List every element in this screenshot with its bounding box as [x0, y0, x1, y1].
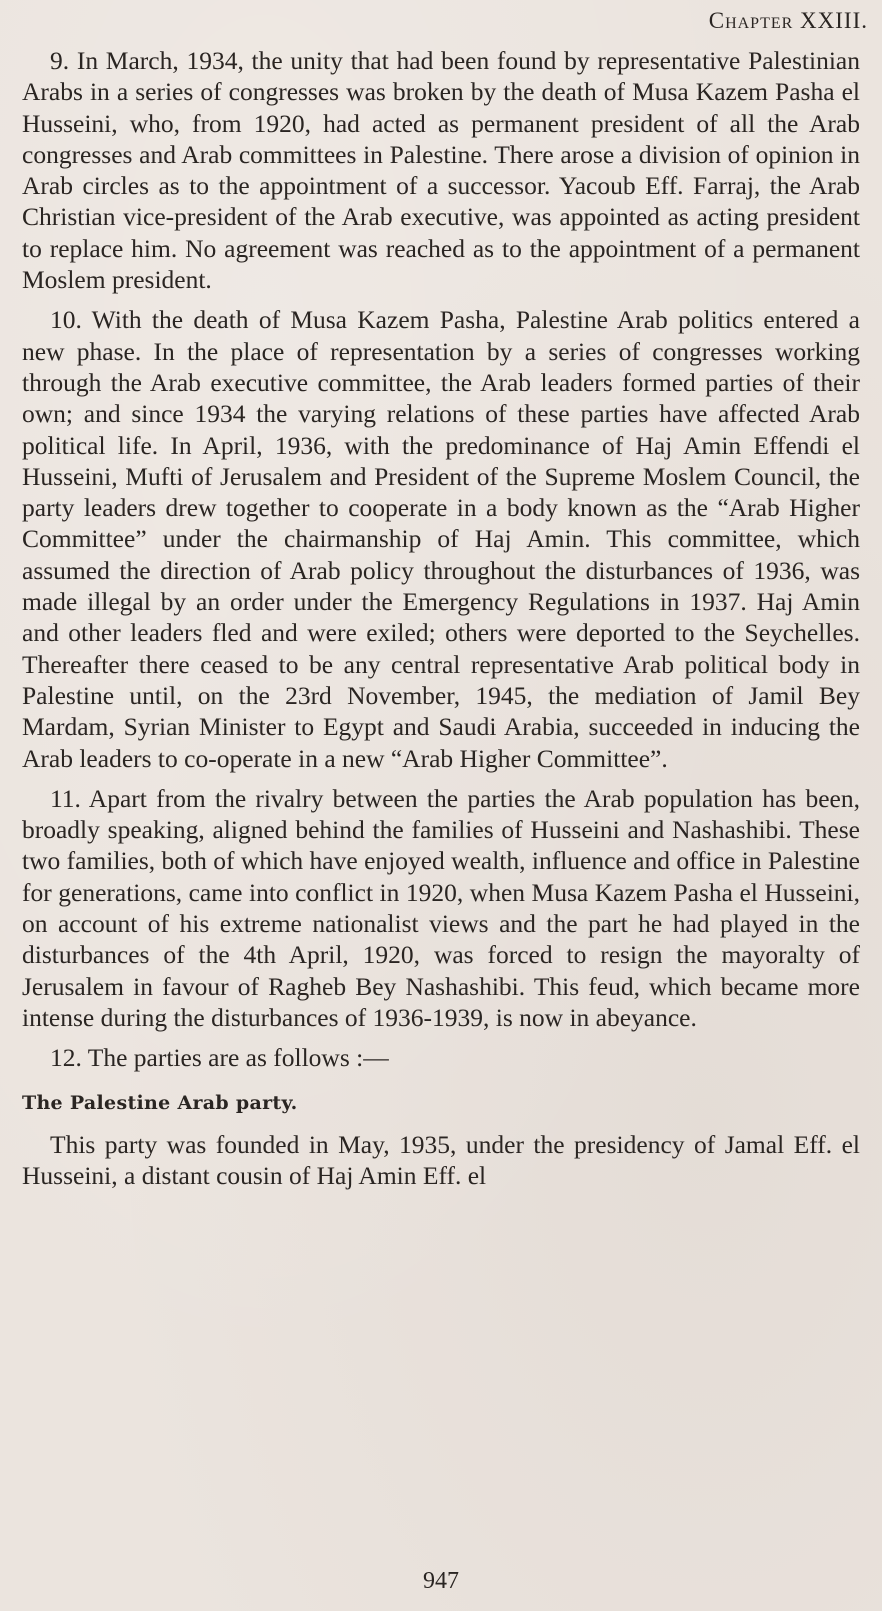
- paragraph-11: 11. Apart from the rivalry between the parties the Arab population has been, broadly speaking, aligned behind the families of Husseini and Nashashibi. These two families, both of which have enjoyed wealth, influence and office in Palestine for generations, came into conflict in 1920, when Musa Kazem Pasha el Husseini, on account of his extreme nationalist views and the part he had played in the disturbances of the 4th April, 1920, was forced to resign the mayoralty of Jerusalem in favour of Ragheb Bey Nashashibi. This feud, which became more intense during the disturbances of 1936-1939, is now in abeyance.: [22, 783, 860, 1032]
- paragraph-9: 9. In March, 1934, the unity that had been found by representative Palestinian Arabs in a series of congresses was broken by the death of Musa Kazem Pasha el Husseini, who, from 1920, had acted as permanent president of all the Arab congresses and Arab committees in Palestine. There arose a division of opinion in Arab circles as to the appointment of a successor. Yacoub Eff. Farraj, the Arab Christian vice-president of the Arab executive, was appointed as acting president to replace him. No agreement was reached as to the appointment of a permanent Moslem president.: [22, 46, 860, 295]
- page-number: 947: [423, 1568, 459, 1594]
- paragraph-10: 10. With the death of Musa Kazem Pasha, Palestine Arab politics entered a new phase. In the place of representation by a series of congresses working through the Arab executive committee, the Arab leaders formed parties of their own; and since 1934 the varying relations of these parties have affected Arab political life. In April, 1936, with the predominance of Haj Amin Effendi el Husseini, Mufti of Jerusalem and President of the Supreme Moslem Council, the party leaders drew together to cooperate in a body known as the “Arab Higher Committee” under the chairmanship of Haj Amin. This committee, which assumed the direction of Arab policy throughout the disturbances of 1936, was made illegal by an order under the Emergency Regulations in 1937. Haj Amin and other leaders fled and were exiled; others were deported to the Seychelles. Thereafter there ceased to be any central representative Arab political body in Palestine until, on the 23rd November, 1945, the mediation of Jamil Bey Mardam, Syrian Minister to Egypt and Saudi Arabia, succeeded in inducing the Arab leaders to co-operate in a new “Arab Higher Committee”.: [22, 305, 860, 773]
- paragraph-palestine-arab-party: This party was founded in May, 1935, under the presidency of Jamal Eff. el Husseini, a distant cousin of Haj Amin Eff. el: [22, 1129, 860, 1191]
- section-subheading: The Palestine Arab party.: [22, 1091, 298, 1114]
- page-body: [22, 45, 860, 1191]
- paragraph-12: 12. The parties are as follows :—: [50, 1043, 389, 1073]
- chapter-header: Chapter XXIII.: [708, 8, 868, 33]
